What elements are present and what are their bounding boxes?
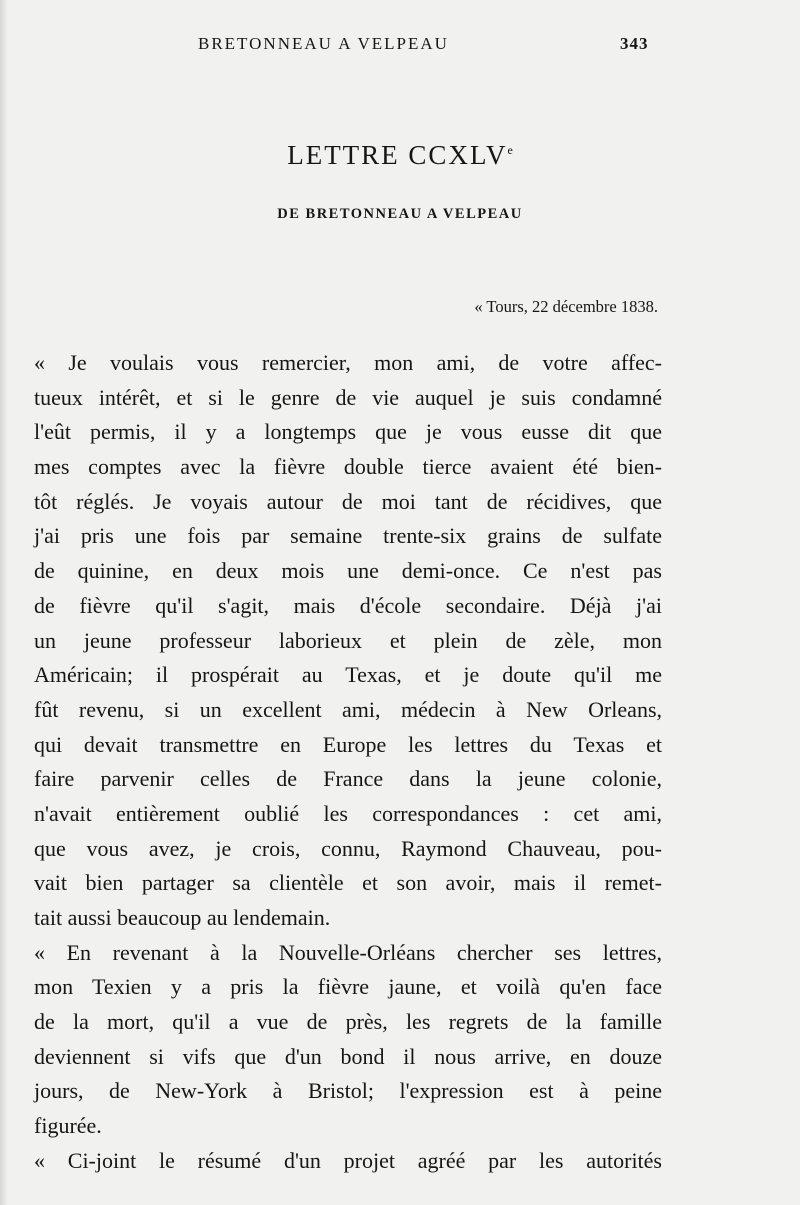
letter-title-text: LETTRE CCXLV <box>287 140 508 170</box>
body-line: faire parvenir celles de France dans la jeune colonie, <box>34 766 662 792</box>
body-line: deviennent si vifs que d'un bond il nous arrive, en douze <box>34 1043 662 1069</box>
letter-body <box>34 346 662 1179</box>
body-line: « Je voulais vous remercier, mon ami, de votre affec- <box>34 350 662 375</box>
running-head <box>0 34 800 58</box>
body-line: j'ai pris une fois par semaine trente-six grains de sulfate <box>34 523 662 549</box>
body-line: l'eût permis, il y a longtemps que je vous eusse dit que <box>34 419 662 445</box>
body-line: mes comptes avec la fièvre double tierce avaient été bien- <box>34 454 662 480</box>
body-line: de la mort, qu'il a vue de près, les regrets de la famille <box>34 1009 662 1035</box>
page-number: 343 <box>620 34 649 53</box>
body-line: mon Texien y a pris la fièvre jaune, et voilà qu'en face <box>34 974 662 1000</box>
body-line: jours, de New-York à Bristol; l'expression est à peine <box>34 1078 662 1104</box>
body-line: un jeune professeur laborieux et plein de zèle, mon <box>34 627 662 653</box>
page-gutter-shadow <box>0 0 8 1205</box>
body-line: que vous avez, je crois, connu, Raymond Chauveau, pou- <box>34 835 662 861</box>
body-line: de fièvre qu'il s'agit, mais d'école secondaire. Déjà j'ai <box>34 592 662 618</box>
body-line: « En revenant à la Nouvelle-Orléans chercher ses lettres, <box>34 939 662 965</box>
running-title: BRETONNEAU A VELPEAU <box>198 34 449 53</box>
letter-subtitle: DE BRETONNEAU A VELPEAU <box>277 206 523 222</box>
body-line: tueux intérêt, et si le genre de vie auquel je suis condamné <box>34 384 662 410</box>
body-line: vait bien partager sa clientèle et son avoir, mais il remet- <box>34 870 662 896</box>
letter-title <box>0 140 800 171</box>
body-line: tôt réglés. Je voyais autour de moi tant de récidives, que <box>34 488 662 514</box>
body-line: « Ci-joint le résumé d'un projet agréé par les autorités <box>34 1147 662 1173</box>
body-line: Américain; il prospérait au Texas, et je doute qu'il me <box>34 662 662 688</box>
body-line: n'avait entièrement oublié les correspondances : cet ami, <box>34 800 662 826</box>
body-line: fût revenu, si un excellent ami, médecin à New Orleans, <box>34 696 662 722</box>
letter-title-suffix: e <box>507 143 513 157</box>
body-line: figurée. <box>34 1113 102 1139</box>
body-line: de quinine, en deux mois une demi-once. Ce n'est pas <box>34 558 662 584</box>
letter-dateline: « Tours, 22 décembre 1838. <box>474 297 658 316</box>
body-line: tait aussi beaucoup au lendemain. <box>34 905 331 930</box>
body-line: qui devait transmettre en Europe les lettres du Texas et <box>34 731 662 757</box>
